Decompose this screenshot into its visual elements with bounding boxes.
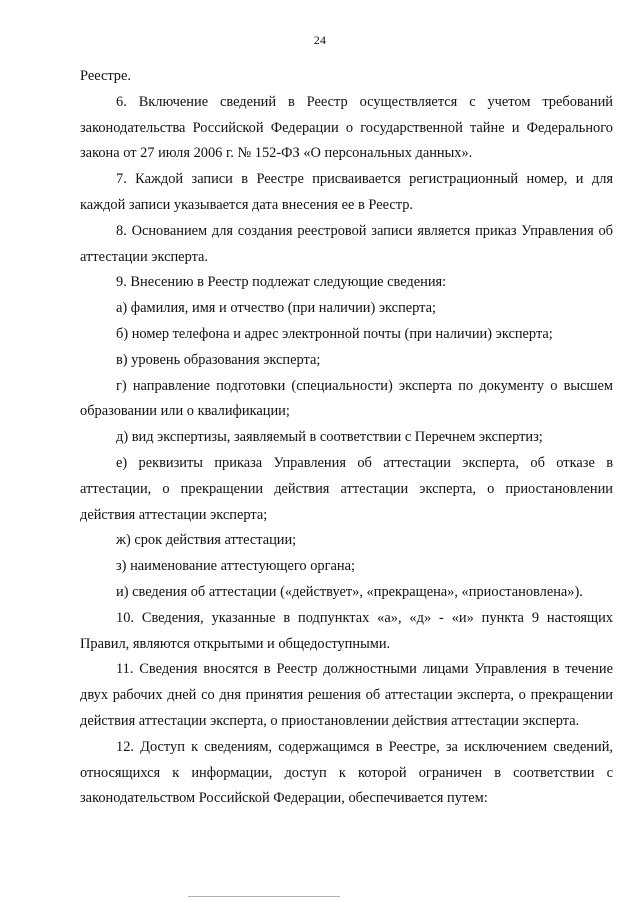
scan-artifact-line [188, 896, 340, 897]
paragraph-7: 7. Каждой записи в Реестре присваивается регистрационный номер, и для каждой записи указывается дата внесения ее в Реестр. [80, 171, 613, 213]
paragraph-continuation: Реестре. [80, 68, 131, 84]
list-item-9z: з) наименование аттестующего органа; [116, 558, 355, 575]
list-item-9e: е) реквизиты приказа Управления об аттестации эксперта, об отказе в аттестации, о прекращении действия аттестации эксперта, о приостановлении действия аттестации эксперта; [80, 454, 613, 523]
list-item-9b: б) номер телефона и адрес электронной почты (при наличии) эксперта; [116, 325, 553, 342]
paragraph-6: 6. Включение сведений в Реестр осуществляется с учетом требований законодательства Российской Федерации о государственной тайне и Федерального закона от 27 июля 2006 г. № 152-ФЗ «О персональных данных». [80, 93, 613, 162]
list-item-9zh: ж) срок действия аттестации; [116, 532, 297, 549]
paragraph-9: 9. Внесению в Реестр подлежат следующие сведения: [116, 274, 447, 291]
paragraph-8: 8. Основанием для создания реестровой записи является приказ Управления об аттестации эксперта. [80, 222, 613, 265]
list-item-9a: а) фамилия, имя и отчество (при наличии) эксперта; [116, 300, 437, 317]
list-item-9v: в) уровень образования эксперта; [116, 351, 321, 368]
paragraph-11: 11. Сведения вносятся в Реестр должностными лицами Управления в течение двух рабочих дней со дня принятия решения об аттестации эксперта, о прекращении действия аттестации эксперта, о приостановлении действия аттестации эксперта. [80, 661, 613, 729]
list-item-9d: д) вид экспертизы, заявляемый в соответствии с Перечнем экспертиз; [116, 429, 543, 446]
list-item-9g: г) направление подготовки (специальности) эксперта по документу о высшем образовании или о квалификации; [80, 377, 613, 420]
paragraph-12: 12. Доступ к сведениям, содержащимся в Реестре, за исключением сведений, относящихся к информации, доступ к которой ограничен в соответствии с законодательством Российской Федерации, обеспечивается путем: [80, 738, 613, 807]
list-item-9i: и) сведения об аттестации («действует», «прекращена», «приостановлена»). [116, 583, 583, 600]
page-number: 24 [313, 33, 327, 47]
document-body [80, 64, 613, 812]
paragraph-10: 10. Сведения, указанные в подпунктах «а», «д» - «и» пункта 9 настоящих Правил, являются открытыми и общедоступными. [80, 609, 613, 652]
